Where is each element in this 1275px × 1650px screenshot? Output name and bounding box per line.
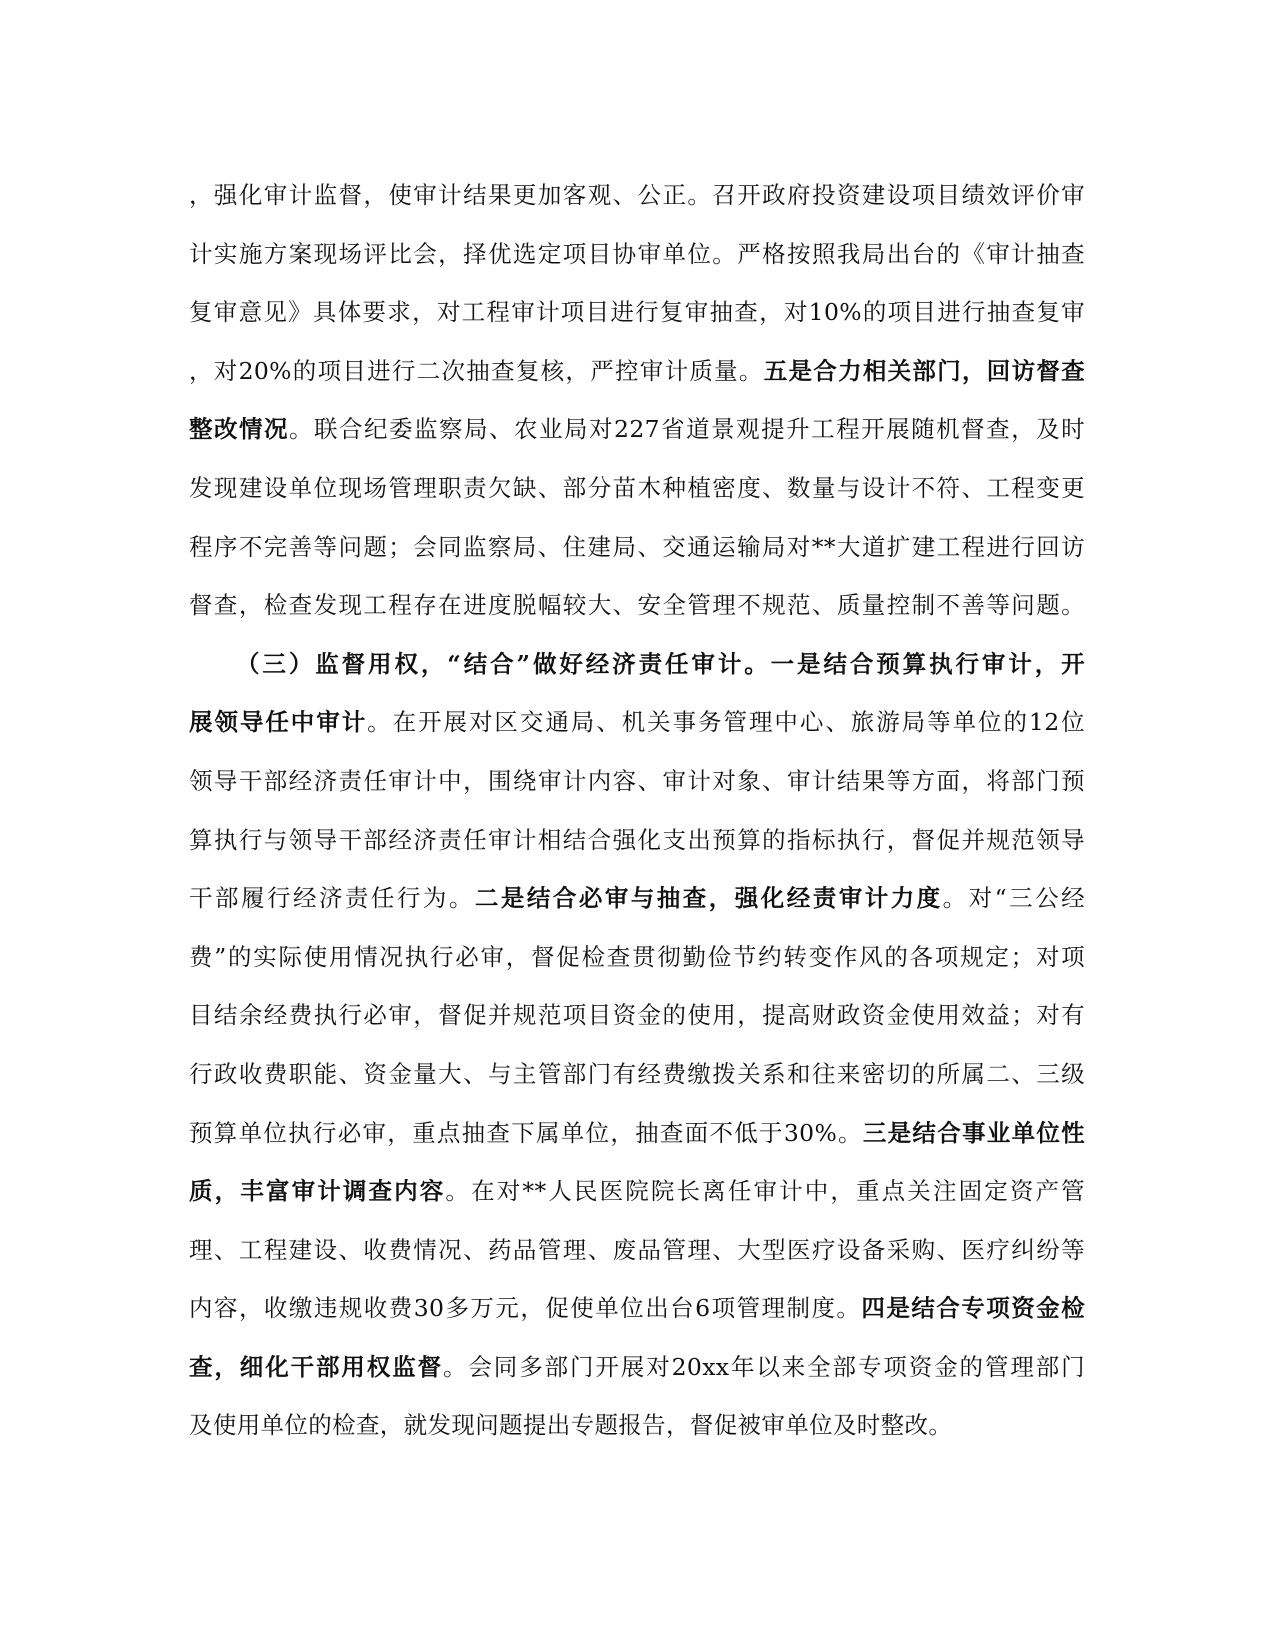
body-text: 。会同多部门开展对20xx年以来全部专项资金的管理部门 (443, 1352, 1086, 1381)
body-text: 内容，收缴违规收费30多万元，促使单位出台6项管理制度。 (189, 1294, 862, 1323)
paragraph-line (189, 1396, 1085, 1455)
body-text: 算执行与领导干部经济责任审计相结合强化支出预算的指标执行，督促并规范领导 (189, 825, 1085, 854)
body-text: 行政收费职能、资金量大、与主管部门有经费缴拨关系和往来密切的所属二、三级 (189, 1059, 1085, 1088)
paragraph-line (189, 1162, 1085, 1221)
paragraph-line (189, 459, 1085, 518)
body-text: 理、工程建设、收费情况、药品管理、废品管理、大型医疗设备采购、医疗纠纷等 (189, 1235, 1085, 1264)
body-text: 及使用单位的检查，就发现问题提出专题报告，督促被审单位及时整改。 (189, 1411, 953, 1440)
paragraph-line (189, 928, 1085, 987)
body-text: 领导干部经济责任审计中，围绕审计内容、审计对象、审计结果等方面，将部门预 (189, 766, 1085, 795)
bold-heading-text: 四是结合专项资金检 (861, 1294, 1085, 1323)
section-heading-line (189, 635, 1085, 694)
paragraph-line (189, 166, 1085, 225)
bold-heading-text: 二是结合必审与抽查，强化经责审计力度 (474, 884, 943, 913)
bold-heading-text: 整改情况 (189, 415, 290, 444)
paragraph-line (189, 576, 1085, 635)
paragraph-line (189, 811, 1085, 870)
body-text: ，对20%的项目进行二次抽查复核，严控审计质量。 (189, 356, 764, 385)
body-text: 。在对**人民医院院长离任审计中，重点关注固定资产管 (445, 1177, 1086, 1206)
body-text: 发现建设单位现场管理职责欠缺、部分苗木种植密度、数量与设计不符、工程变更 (189, 473, 1085, 502)
bold-heading-text: 展领导任中审计 (189, 708, 368, 737)
body-text: ，强化审计监督，使审计结果更加客观、公正。召开政府投资建设项目绩效评价审 (189, 181, 1085, 209)
bold-heading-text: 查，细化干部用权监督 (189, 1352, 443, 1381)
document-body (189, 166, 1085, 1455)
bold-heading-text: 质，丰富审计调查内容 (189, 1177, 446, 1206)
paragraph-line (189, 1045, 1085, 1104)
body-text: 督查，检查发现工程存在进度脱幅较大、安全管理不规范、质量控制不善等问题。 (189, 591, 1085, 620)
paragraph-line (189, 1221, 1085, 1280)
body-text: 。在开展对区交通局、机关事务管理中心、旅游局等单位的12位 (367, 708, 1085, 737)
body-text: 计实施方案现场评比会，择优选定项目协审单位。严格按照我局出台的《审计抽查 (189, 239, 1085, 268)
body-text: 目结余经费执行必审，督促并规范项目资金的使用，提高财政资金使用效益；对有 (189, 1001, 1085, 1030)
bold-heading-text: 五是合力相关部门，回访督查 (763, 356, 1085, 385)
body-text: 干部履行经济责任行为。 (189, 884, 475, 913)
body-text: 。对“三公经 (942, 884, 1085, 913)
body-text: 预算单位执行必审，重点抽查下属单位，抽查面不低于30%。 (189, 1118, 863, 1147)
paragraph-line (189, 283, 1085, 342)
paragraph-line (189, 1279, 1085, 1338)
paragraph-line (189, 400, 1085, 459)
paragraph-line (189, 869, 1085, 928)
paragraph-line (189, 1338, 1085, 1397)
paragraph-line (189, 752, 1085, 811)
body-text: 。联合纪委监察局、农业局对227省道景观提升工程开展随机督查，及时 (289, 415, 1085, 444)
paragraph-line (189, 225, 1085, 284)
paragraph-line (189, 518, 1085, 577)
bold-heading-text: 三是结合事业单位性 (862, 1118, 1085, 1147)
paragraph-line (189, 693, 1085, 752)
body-text: 程序不完善等问题；会同监察局、住建局、交通运输局对**大道扩建工程进行回访 (189, 532, 1085, 561)
paragraph-line (189, 342, 1085, 401)
body-text: 费”的实际使用情况执行必审，督促检查贯彻勤俭节约转变作风的各项规定；对项 (189, 942, 1085, 971)
paragraph-line (189, 986, 1085, 1045)
paragraph-line (189, 1104, 1085, 1163)
bold-heading-text: （三）监督用权，“结合”做好经济责任审计。一是结合预算执行审计，开 (236, 649, 1085, 678)
body-text: 复审意见》具体要求，对工程审计项目进行复审抽查，对10%的项目进行抽查复审 (189, 298, 1085, 327)
